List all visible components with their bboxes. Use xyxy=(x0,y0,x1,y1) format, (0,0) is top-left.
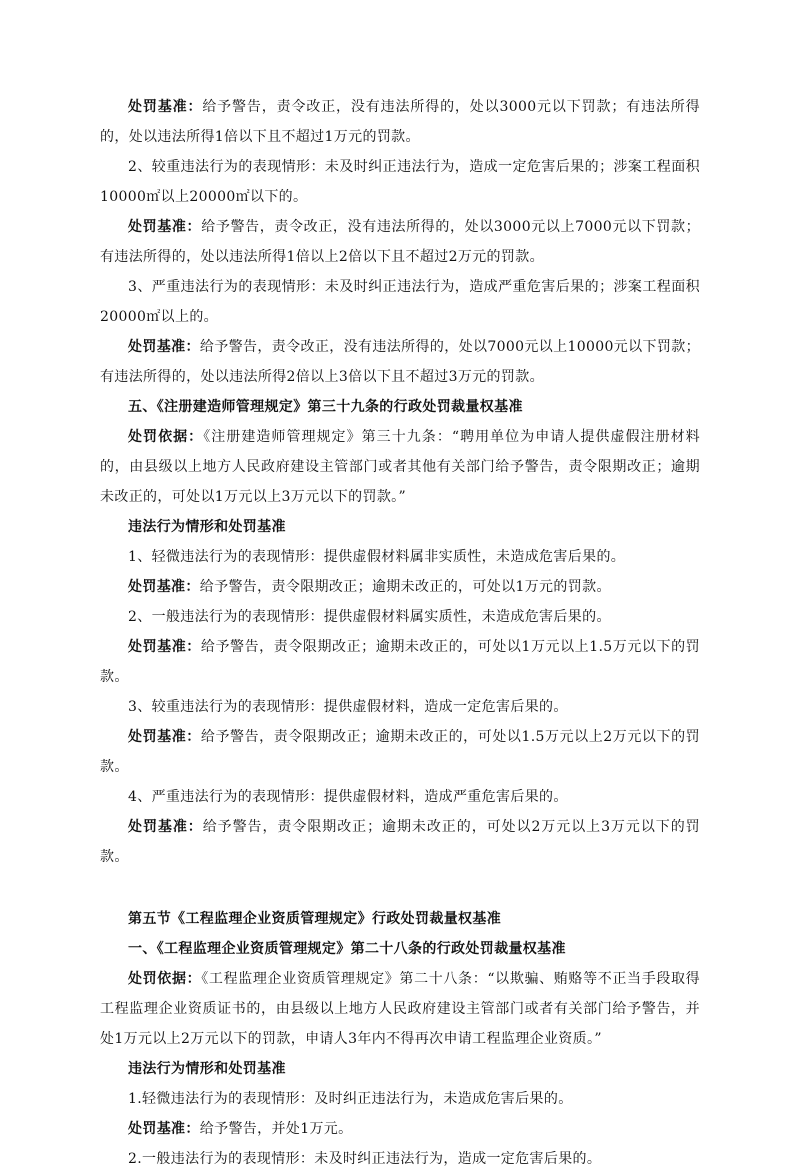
penalty-paragraph xyxy=(100,964,700,1054)
penalty-paragraph xyxy=(100,92,700,152)
paragraph-text: 给予警告，责令限期改正；逾期未改正的，可处以1万元以上1.5万元以下的罚款。 xyxy=(100,639,700,685)
paragraph-text: 2、一般违法行为的表现情形：提供虚假材料属实质性，未造成危害后果的。 xyxy=(128,609,611,625)
paragraph-text: 给予警告，责令改正，没有违法所得的，处以3000元以上7000元以下罚款；有违法所得的，处以违法所得1倍以上2倍以下且不超过2万元的罚款。 xyxy=(100,219,700,265)
bold-lead-label: 处罚基准： xyxy=(128,639,201,655)
bold-lead-label: 处罚基准： xyxy=(128,579,200,595)
paragraph-text: 3、较重违法行为的表现情形：提供虚假材料，造成一定危害后果的。 xyxy=(128,699,568,715)
paragraph-text: 给予警告，并处1万元。 xyxy=(199,1121,353,1137)
paragraph-text: 给予警告，责令改正，没有违法所得的，处以7000元以上10000元以下罚款；有违法所得的，处以违法所得2倍以上3倍以下且不超过3万元的罚款。 xyxy=(100,339,701,385)
paragraph-text: 给予警告，责令改正，没有违法所得的，处以3000元以下罚款；有违法所得的，处以违法所得1倍以下且不超过1万元的罚款。 xyxy=(100,99,700,145)
section-heading: 第五节《工程监理企业资质管理规定》行政处罚裁量权基准 xyxy=(128,911,502,927)
body-paragraph xyxy=(100,542,700,572)
penalty-paragraph xyxy=(100,422,700,512)
body-paragraph xyxy=(100,782,700,812)
section-heading: 违法行为情形和处罚基准 xyxy=(128,519,286,535)
bold-lead-label: 处罚基准： xyxy=(128,1121,200,1137)
penalty-paragraph xyxy=(100,632,700,692)
body-paragraph xyxy=(100,602,700,632)
bold-lead-label: 处罚基准： xyxy=(128,339,200,355)
penalty-paragraph xyxy=(100,212,700,272)
paragraph-text: 给予警告，责令限期改正；逾期未改正的，可处以2万元以上3万元以下的罚款。 xyxy=(100,819,700,865)
paragraph-text: 3、严重违法行为的表现情形：未及时纠正违法行为，造成严重危害后果的；涉案工程面积20000㎡以上的。 xyxy=(100,279,700,325)
paragraph-text: 4、严重违法行为的表现情形：提供虚假材料，造成严重危害后果的。 xyxy=(128,789,568,805)
penalty-paragraph xyxy=(100,722,700,782)
paragraph-text: 1、轻微违法行为的表现情形：提供虚假材料属非实质性，未造成危害后果的。 xyxy=(128,549,626,565)
paragraph-text: 《注册建造师管理规定》第三十九条：“聘用单位为申请人提供虚假注册材料的，由县级以上地方人民政府建设主管部门或者其他有关部门给予警告，责令限期改正；逾期未改正的，可处以1万元以上3万元以下的罚款。” xyxy=(100,429,700,505)
paragraph-text: 给予警告，责令限期改正；逾期未改正的，可处以1万元的罚款。 xyxy=(199,579,611,595)
bold-lead-label: 处罚基准： xyxy=(128,819,203,835)
section-heading: 五、《注册建造师管理规定》第三十九条的行政处罚裁量权基准 xyxy=(128,399,523,415)
body-paragraph xyxy=(100,1144,700,1174)
section-heading: 一、《工程监理企业资质管理规定》第二十八条的行政处罚裁量权基准 xyxy=(128,941,566,957)
bold-lead-label: 处罚依据： xyxy=(128,429,204,445)
bold-lead-label: 处罚基准： xyxy=(128,99,203,115)
paragraph-text: 1.轻微违法行为的表现情形：及时纠正违法行为，未造成危害后果的。 xyxy=(128,1091,573,1107)
paragraph-text: 给予警告，责令限期改正；逾期未改正的，可处以1.5万元以上2万元以下的罚款。 xyxy=(100,729,700,775)
penalty-paragraph xyxy=(100,572,700,602)
penalty-paragraph xyxy=(100,332,700,392)
section-spacer xyxy=(100,872,700,904)
penalty-paragraph xyxy=(100,1114,700,1144)
body-paragraph xyxy=(100,692,700,722)
paragraph-text: 2.一般违法行为的表现情形：未及时纠正违法行为，造成一定危害后果的。 xyxy=(128,1151,602,1167)
bold-lead-label: 处罚依据： xyxy=(128,971,202,987)
bold-lead-label: 处罚基准： xyxy=(128,219,202,235)
penalty-paragraph xyxy=(100,812,700,872)
document-body xyxy=(100,92,700,1174)
bold-lead-label: 处罚基准： xyxy=(128,729,201,745)
paragraph-text: 《工程监理企业资质管理规定》第二十八条：“以欺骗、贿赂等不正当手段取得工程监理企业资质证书的，由县级以上地方人民政府建设主管部门或者有关部门给予警告，并处1万元以上2万元以下的罚款，申请人3年内不得再次申请工程监理企业资质。” xyxy=(100,971,701,1047)
paragraph-text: 2、较重违法行为的表现情形：未及时纠正违法行为，造成一定危害后果的；涉案工程面积10000㎡以上20000㎡以下的。 xyxy=(100,159,700,205)
body-paragraph xyxy=(100,272,700,332)
section-heading: 违法行为情形和处罚基准 xyxy=(128,1061,286,1077)
body-paragraph xyxy=(100,1084,700,1114)
body-paragraph xyxy=(100,152,700,212)
